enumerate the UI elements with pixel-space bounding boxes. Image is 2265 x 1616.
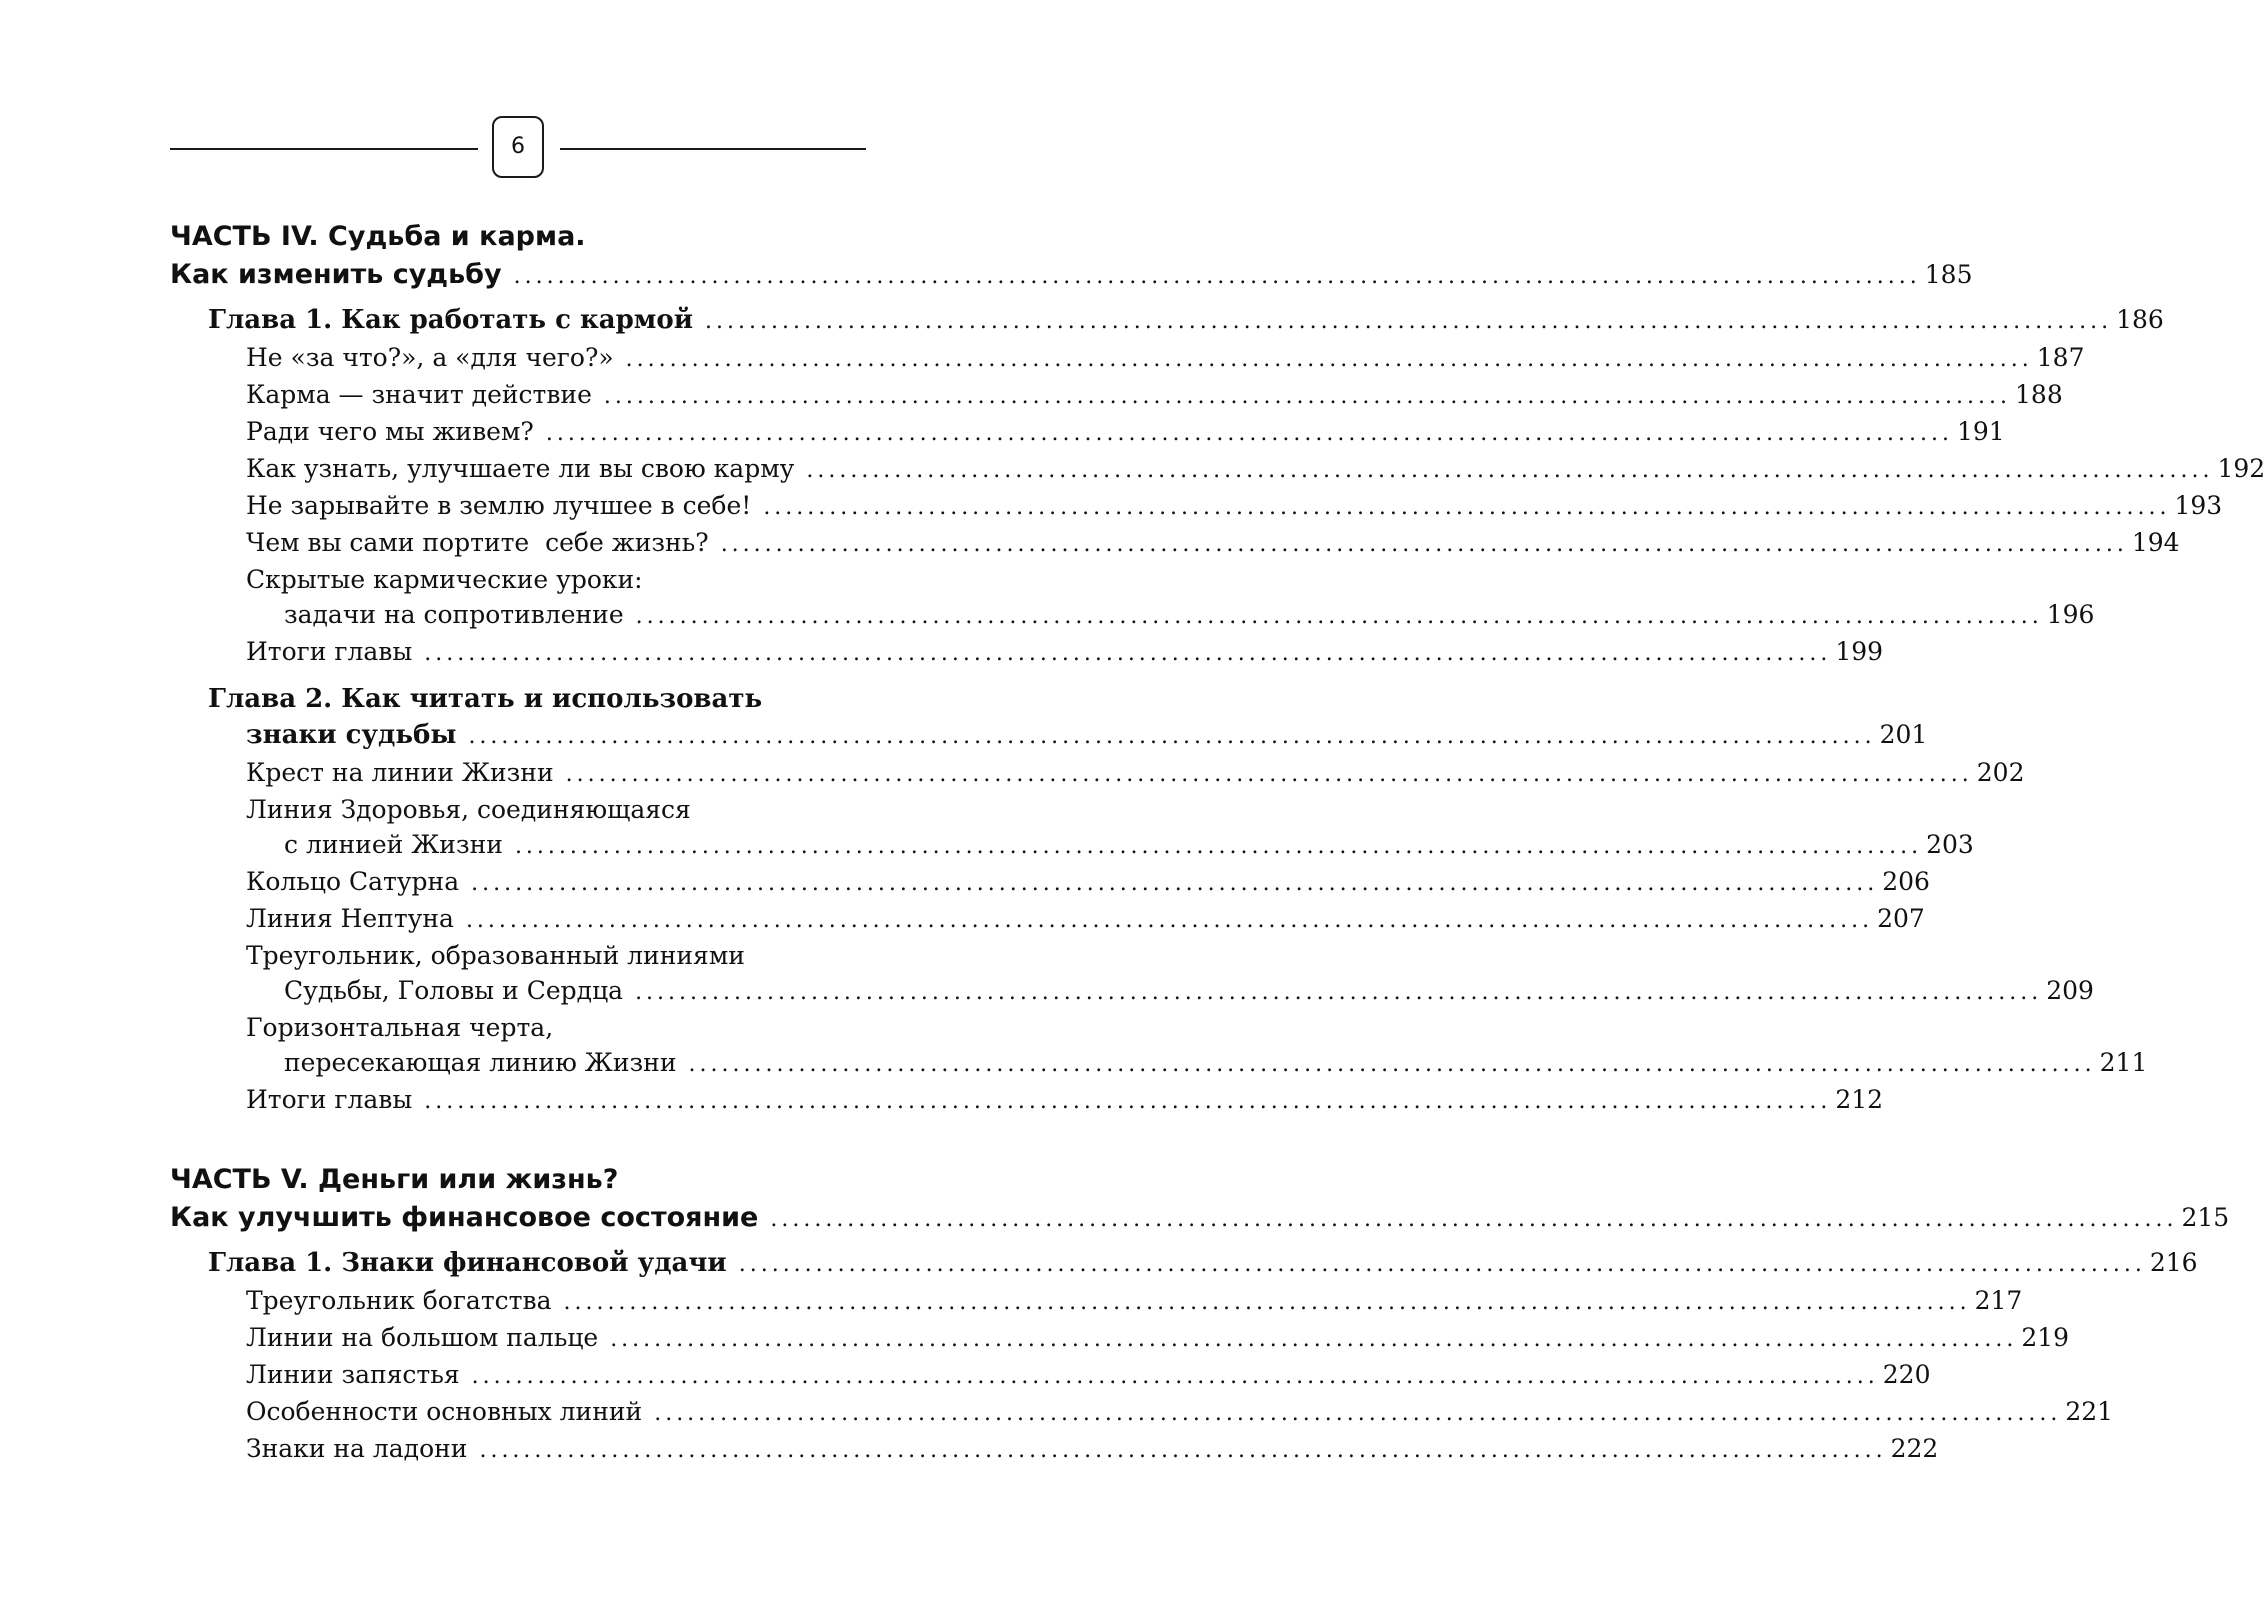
toc-entry: [170, 1010, 2148, 1082]
leader-dots: ................................................................................................................................: [720, 532, 2128, 557]
toc-entry: [170, 1357, 1931, 1394]
toc-entry-page: 207: [1877, 904, 1925, 933]
toc-entry-page: 209: [2046, 976, 2094, 1005]
leader-dots: ................................................................................................................................: [625, 347, 2033, 372]
toc-entry-title-line2: пересекающая линию Жизни: [284, 1048, 677, 1077]
toc-entry-title: Линии на большом пальце: [246, 1323, 599, 1352]
leader-dots: ................................................................................................................................: [424, 1089, 1832, 1114]
toc-entry-title-line1: Треугольник, образованный линиями: [246, 941, 745, 970]
toc-entry-page: 199: [1835, 637, 1884, 666]
toc-entry-title: Знаки на ладони: [246, 1434, 468, 1463]
toc-part-iv-page: 185: [1924, 260, 1973, 289]
toc-entry: [170, 864, 1930, 901]
toc-entry-page: 221: [2065, 1397, 2114, 1426]
toc-entry: [170, 525, 2180, 562]
toc-entry-title: Кольцо Сатурна: [246, 867, 460, 896]
toc-entry-page: 196: [2046, 600, 2095, 629]
leader-dots: ................................................................................................................................: [806, 458, 2214, 483]
toc-entry: [170, 340, 2085, 377]
toc-entry-page: 206: [1882, 867, 1930, 896]
toc-entry-continuation: [246, 973, 2094, 1010]
toc-entry-page: 212: [1835, 1085, 1884, 1114]
header-rule-left: [170, 148, 478, 150]
toc-entry-page: 192: [2217, 454, 2265, 483]
toc-chapter-title: Глава 1. Знаки финансовой удачи: [208, 1248, 727, 1278]
toc-entry: [170, 562, 2095, 634]
toc-entry-title: Итоги главы: [246, 637, 413, 666]
toc-entry-page: 217: [1974, 1286, 2023, 1315]
toc-entry-title-line1: Скрытые кармические уроки:: [246, 565, 643, 594]
toc-part-iv-title-line2: Как изменить судьбу: [170, 259, 502, 290]
toc-part-iv-chapter-1: [170, 302, 2164, 340]
toc-entry-page: 188: [2015, 380, 2063, 409]
toc-part-v-title-line1: ЧАСТЬ V. Деньги или жизнь?: [170, 1164, 619, 1195]
toc-entry-title: Карма — значит действие: [246, 380, 592, 409]
toc-entry-title: Линия Нептуна: [246, 904, 454, 933]
table-of-contents: [170, 218, 2265, 1468]
toc-chapter-page: 216: [2149, 1248, 2198, 1277]
leader-dots: ................................................................................................................................: [424, 641, 1832, 666]
leader-dots: ................................................................................................................................: [545, 421, 1953, 446]
toc-entry-continuation: [246, 597, 2095, 634]
leader-dots: ................................................................................................................................: [565, 762, 1973, 787]
toc-part-v-chapter-1: [170, 1245, 2198, 1283]
toc-entry: [170, 938, 2094, 1010]
toc-chapter-continuation: [208, 717, 1928, 755]
leader-dots: ................................................................................................................................: [763, 495, 2171, 520]
toc-part-v-title-row: [170, 1199, 2230, 1239]
leader-dots: ................................................................................................................................: [468, 724, 1876, 749]
toc-entry-title-line1: Линия Здоровья, соединяющаяся: [246, 795, 691, 824]
page-number: 6: [492, 116, 544, 178]
toc-entry-page: 191: [1956, 417, 2005, 446]
toc-entry: [170, 1082, 1884, 1119]
toc-entry-page: 194: [2131, 528, 2180, 557]
leader-dots: ................................................................................................................................: [654, 1401, 2062, 1426]
toc-entry-title: Чем вы сами портите себе жизнь?: [246, 528, 709, 557]
leader-dots: ................................................................................................................................: [610, 1327, 2018, 1352]
toc-entry: [170, 488, 2223, 525]
toc-entry-title: Особенности основных линий: [246, 1397, 643, 1426]
toc-part-iv-chapter-2: [170, 681, 1928, 755]
toc-entry: [170, 451, 2265, 488]
toc-entry-page: 187: [2036, 343, 2085, 372]
toc-part-iv-title-line1: ЧАСТЬ IV. Судьба и карма.: [170, 221, 586, 252]
toc-entry-title-line2: задачи на сопротивление: [284, 600, 624, 629]
toc-entry-page: 203: [1926, 830, 1974, 859]
toc-chapter-page: 186: [2116, 305, 2164, 334]
leader-dots: ................................................................................................................................: [738, 1252, 2146, 1277]
toc-entry-page: 211: [2099, 1048, 2148, 1077]
toc-entry-title-line2: с линией Жизни: [284, 830, 503, 859]
toc-entry-continuation: [246, 827, 1974, 864]
toc-chapter-title-line1: Глава 2. Как читать и использовать: [208, 684, 763, 714]
leader-dots: ................................................................................................................................: [465, 908, 1874, 933]
page-header: [170, 116, 866, 180]
leader-dots: ................................................................................................................................: [513, 264, 1921, 289]
toc-entry-continuation: [246, 1045, 2148, 1082]
toc-entry: [170, 1431, 1939, 1468]
toc-entry-title: Треугольник богатства: [246, 1286, 552, 1315]
toc-entry-title: Линии запястья: [246, 1360, 460, 1389]
toc-entry-page: 220: [1882, 1360, 1931, 1389]
toc-chapter-title: Глава 1. Как работать с кармой: [208, 305, 693, 335]
toc-entry-title: Не зарывайте в землю лучшее в себе!: [246, 491, 752, 520]
toc-part-iv: [170, 218, 1973, 296]
toc-entry: [170, 901, 1925, 938]
leader-dots: ................................................................................................................................: [705, 309, 2113, 334]
toc-entry-title: Ради чего мы живем?: [246, 417, 534, 446]
leader-dots: ................................................................................................................................: [635, 980, 2043, 1005]
toc-entry: [170, 1320, 2070, 1357]
toc-entry: [170, 377, 2063, 414]
leader-dots: ................................................................................................................................: [563, 1290, 1971, 1315]
toc-entry: [170, 634, 1884, 671]
toc-chapter-title-line2: знаки судьбы: [246, 720, 457, 750]
toc-part-v-page: 215: [2181, 1203, 2230, 1232]
toc-entry-title: Как узнать, улучшаете ли вы свою карму: [246, 454, 795, 483]
leader-dots: ................................................................................................................................: [479, 1438, 1887, 1463]
toc-part-iv-title-row: [170, 256, 1973, 296]
toc-entry-title-line2: Судьбы, Головы и Сердца: [284, 976, 624, 1005]
toc-entry: [170, 1283, 2023, 1320]
toc-entry-title: Итоги главы: [246, 1085, 413, 1114]
leader-dots: ................................................................................................................................: [514, 834, 1923, 859]
leader-dots: ................................................................................................................................: [471, 1364, 1879, 1389]
leader-dots: ................................................................................................................................: [603, 384, 2012, 409]
toc-entry-page: 222: [1890, 1434, 1939, 1463]
leader-dots: ................................................................................................................................: [770, 1207, 2178, 1232]
toc-entry-page: 202: [1976, 758, 2025, 787]
toc-entry-page: 219: [2021, 1323, 2070, 1352]
header-rule-right: [560, 148, 866, 150]
toc-entry: [170, 414, 2005, 451]
toc-entry-page: 193: [2174, 491, 2223, 520]
toc-part-v-title-line2: Как улучшить финансовое состояние: [170, 1202, 759, 1233]
toc-entry-title-line1: Горизонтальная черта,: [246, 1013, 554, 1042]
leader-dots: ................................................................................................................................: [471, 871, 1879, 896]
toc-entry: [170, 1394, 2114, 1431]
leader-dots: ................................................................................................................................: [635, 604, 2043, 629]
toc-entry-title: Крест на линии Жизни: [246, 758, 554, 787]
toc-entry: [170, 755, 2025, 792]
toc-chapter-page: 201: [1879, 720, 1928, 749]
toc-entry: [170, 792, 1974, 864]
toc-entry-title: Не «за что?», а «для чего?»: [246, 343, 614, 372]
leader-dots: ................................................................................................................................: [688, 1052, 2096, 1077]
toc-part-v: [170, 1161, 2230, 1239]
